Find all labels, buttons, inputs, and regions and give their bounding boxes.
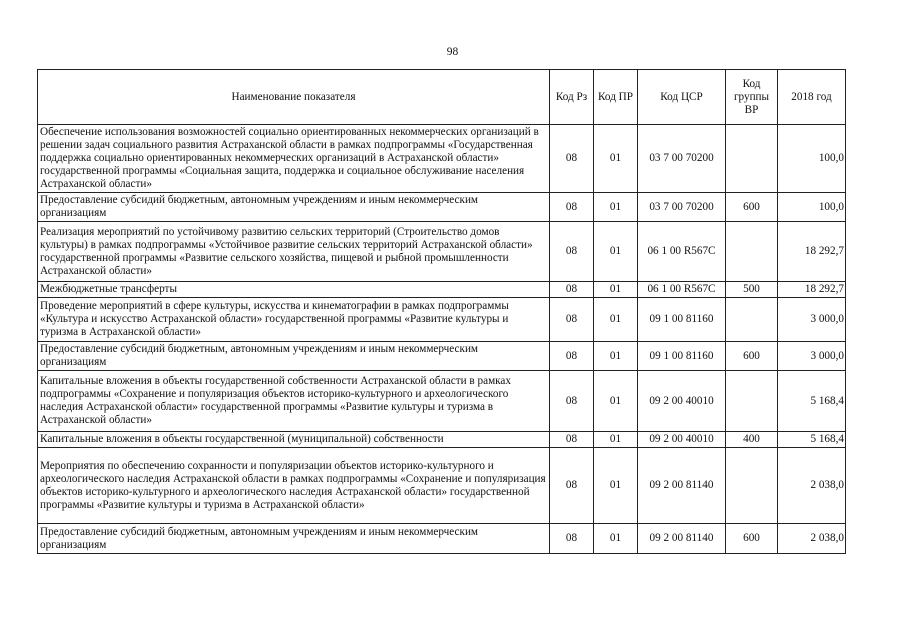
row-pr: 01 <box>594 524 638 554</box>
row-vr: 400 <box>726 432 778 448</box>
row-vr: 600 <box>726 524 778 554</box>
table-row <box>38 125 846 193</box>
row-csr: 03 7 00 70200 <box>638 193 726 222</box>
row-pr: 01 <box>594 125 638 193</box>
row-vr <box>726 298 778 342</box>
row-name: Мероприятия по обеспечению сохранности и популяризации объектов историко-культурного и археологического наследия Астраханской области в рамках подпрограммы «Сохранение и популяризация объектов историко-культурного и археологического наследия Астраханской области» государственной программы «Развитие культуры и туризма в Астраханской области» <box>38 448 550 524</box>
row-amount: 5 168,4 <box>778 432 846 448</box>
row-vr: 600 <box>726 342 778 371</box>
row-name: Предоставление субсидий бюджетным, автономным учреждениям и иным некоммерческим организациям <box>38 193 550 222</box>
row-pr: 01 <box>594 342 638 371</box>
row-amount: 100,0 <box>778 125 846 193</box>
row-amount: 5 168,4 <box>778 371 846 432</box>
header-rz: Код Рз <box>550 70 594 125</box>
row-rz: 08 <box>550 125 594 193</box>
row-csr: 09 2 00 40010 <box>638 371 726 432</box>
row-csr: 09 2 00 81140 <box>638 448 726 524</box>
table-header-row <box>38 70 846 125</box>
page-number: 98 <box>446 46 459 58</box>
row-csr: 09 2 00 81140 <box>638 524 726 554</box>
table-row <box>38 298 846 342</box>
table-row <box>38 371 846 432</box>
row-name: Межбюджетные трансферты <box>38 282 550 298</box>
row-rz: 08 <box>550 193 594 222</box>
row-pr: 01 <box>594 298 638 342</box>
row-csr: 09 1 00 81160 <box>638 298 726 342</box>
row-name: Предоставление субсидий бюджетным, автономным учреждениям и иным некоммерческим организациям <box>38 342 550 371</box>
row-rz: 08 <box>550 448 594 524</box>
row-pr: 01 <box>594 193 638 222</box>
header-pr: Код ПР <box>594 70 638 125</box>
row-pr: 01 <box>594 282 638 298</box>
row-vr: 600 <box>726 193 778 222</box>
table-row <box>38 282 846 298</box>
row-rz: 08 <box>550 282 594 298</box>
row-pr: 01 <box>594 371 638 432</box>
row-amount: 2 038,0 <box>778 524 846 554</box>
row-pr: 01 <box>594 222 638 282</box>
row-name: Реализация мероприятий по устойчивому развитию сельских территорий (Строительство домов культуры) в рамках подпрограммы «Устойчивое развитие сельских территорий Астраханской области» государственной программы «Развитие сельского хозяйства, пищевой и рыбной промышленности Астраханской области» <box>38 222 550 282</box>
row-vr <box>726 448 778 524</box>
header-name: Наименование показателя <box>38 70 550 125</box>
row-name: Капитальные вложения в объекты государственной собственности Астраханской области в рамках подпрограммы «Сохранение и популяризация объектов историко-культурного и археологического наследия Астраханской области» государственной программы «Развитие культуры и туризма в Астраханской области» <box>38 371 550 432</box>
row-name: Проведение мероприятий в сфере культуры, искусства и кинематографии в рамках подпрограммы «Культура и искусство Астраханской области» государственной программы «Развитие культуры и туризма в Астраханской области» <box>38 298 550 342</box>
header-csr: Код ЦСР <box>638 70 726 125</box>
row-name: Обеспечение использования возможностей социально ориентированных некоммерческих организаций в решении задач социального развития Астраханской области в рамках подпрограммы «Государственная поддержка социально ориентированных некоммерческих организаций в Астраханской области» государственной программы «Социальная защита, поддержка и социальное обслуживание населения Астраханской области» <box>38 125 550 193</box>
row-name: Предоставление субсидий бюджетным, автономным учреждениям и иным некоммерческим организациям <box>38 524 550 554</box>
table-row <box>38 432 846 448</box>
row-rz: 08 <box>550 524 594 554</box>
header-year: 2018 год <box>778 70 846 125</box>
row-rz: 08 <box>550 298 594 342</box>
row-pr: 01 <box>594 448 638 524</box>
header-vr: Код группы ВР <box>726 70 778 125</box>
table-row <box>38 193 846 222</box>
row-rz: 08 <box>550 432 594 448</box>
row-amount: 2 038,0 <box>778 448 846 524</box>
row-amount: 18 292,7 <box>778 222 846 282</box>
row-vr <box>726 371 778 432</box>
row-vr <box>726 125 778 193</box>
table-row <box>38 222 846 282</box>
row-rz: 08 <box>550 342 594 371</box>
row-amount: 18 292,7 <box>778 282 846 298</box>
row-csr: 06 1 00 R567C <box>638 222 726 282</box>
row-csr: 06 1 00 R567C <box>638 282 726 298</box>
row-rz: 08 <box>550 222 594 282</box>
row-vr: 500 <box>726 282 778 298</box>
row-csr: 09 1 00 81160 <box>638 342 726 371</box>
row-amount: 3 000,0 <box>778 342 846 371</box>
row-csr: 03 7 00 70200 <box>638 125 726 193</box>
row-csr: 09 2 00 40010 <box>638 432 726 448</box>
row-amount: 3 000,0 <box>778 298 846 342</box>
row-amount: 100,0 <box>778 193 846 222</box>
table-row <box>38 448 846 524</box>
row-pr: 01 <box>594 432 638 448</box>
row-rz: 08 <box>550 371 594 432</box>
table-row <box>38 524 846 554</box>
table-row <box>38 342 846 371</box>
row-vr <box>726 222 778 282</box>
row-name: Капитальные вложения в объекты государственной (муниципальной) собственности <box>38 432 550 448</box>
budget-table <box>37 69 846 554</box>
